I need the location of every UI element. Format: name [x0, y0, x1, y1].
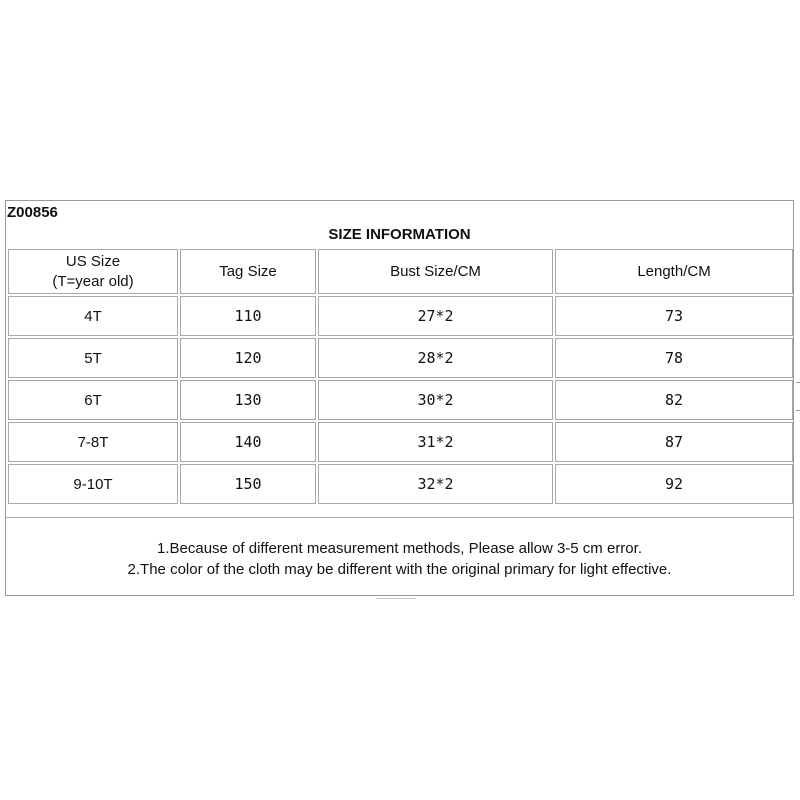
tag-size-cell: 150 [180, 464, 316, 504]
header-us-size-label: US Size [65, 252, 121, 270]
length-cell: 92 [555, 464, 793, 504]
tag-size-cell: 140 [180, 422, 316, 462]
us-size-cell: 6T [8, 380, 178, 420]
size-table [6, 247, 795, 506]
header-us-size [8, 249, 178, 294]
notes-section [6, 517, 793, 595]
edge-tick-mark [796, 410, 800, 411]
length-cell: 87 [555, 422, 793, 462]
tag-size-cell: 120 [180, 338, 316, 378]
size-information-title: SIZE INFORMATION [328, 226, 471, 243]
length-cell: 73 [555, 296, 793, 336]
header-us-size-note: (T=year old) [52, 272, 134, 290]
bust-size-cell: 30*2 [318, 380, 553, 420]
tag-size-cell: 110 [180, 296, 316, 336]
length-cell: 82 [555, 380, 793, 420]
bust-size-cell: 28*2 [318, 338, 553, 378]
us-size-cell: 5T [8, 338, 178, 378]
tag-size-cell: 130 [180, 380, 316, 420]
edge-tick-mark [796, 382, 800, 383]
header-tag-size: Tag Size [180, 249, 316, 294]
us-size-cell: 7-8T [8, 422, 178, 462]
header-length: Length/CM [555, 249, 793, 294]
us-size-cell: 4T [8, 296, 178, 336]
product-code: Z00856 [7, 204, 58, 221]
table-row [8, 422, 793, 462]
table-row [8, 296, 793, 336]
table-row [8, 338, 793, 378]
length-cell: 78 [555, 338, 793, 378]
note-line-2: 2.The color of the cloth may be different with the original primary for light effective. [127, 561, 672, 578]
bust-size-cell: 32*2 [318, 464, 553, 504]
bust-size-cell: 31*2 [318, 422, 553, 462]
size-chart-sheet [5, 200, 794, 596]
table-row [8, 464, 793, 504]
bottom-edge-mark [376, 598, 416, 599]
header-bust-size: Bust Size/CM [318, 249, 553, 294]
note-line-1: 1.Because of different measurement methods, Please allow 3-5 cm error. [157, 540, 642, 557]
table-row [8, 380, 793, 420]
bust-size-cell: 27*2 [318, 296, 553, 336]
us-size-cell: 9-10T [8, 464, 178, 504]
table-header-row [8, 249, 793, 294]
